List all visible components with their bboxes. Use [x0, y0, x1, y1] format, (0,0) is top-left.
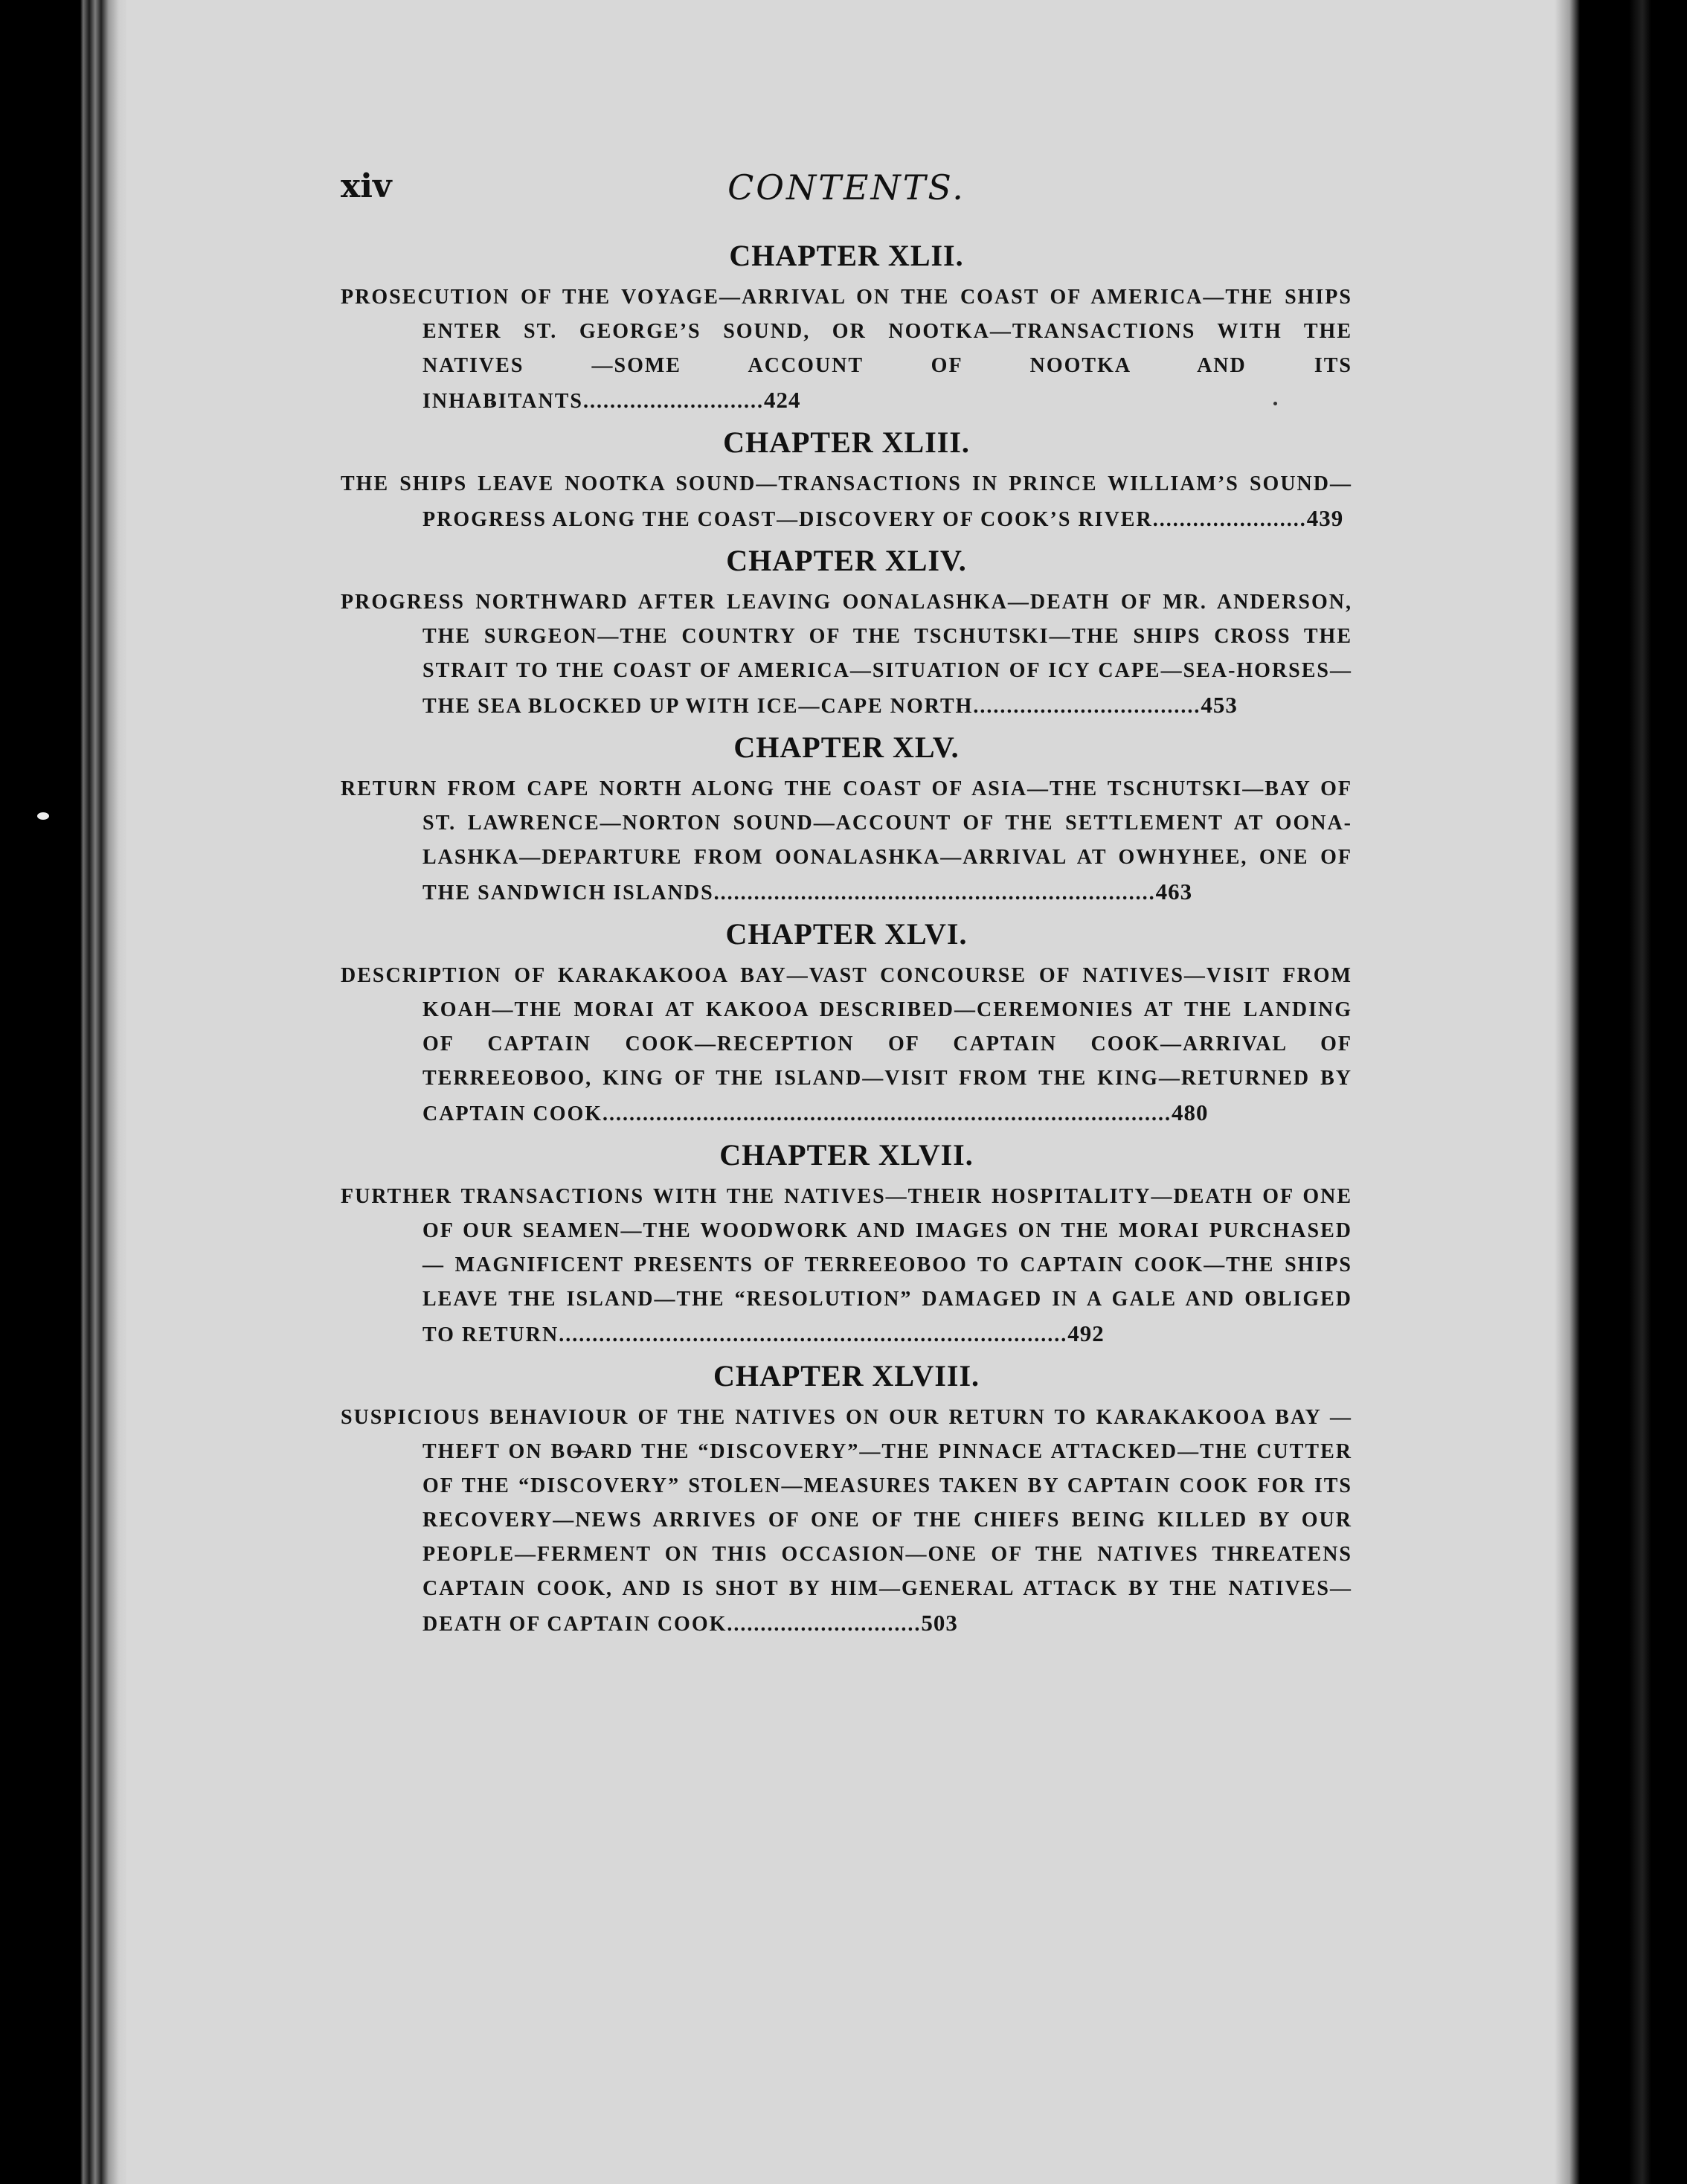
dot-leader: .......................... — [589, 390, 764, 413]
chapter-synopsis — [341, 772, 1352, 910]
page-folio: xiv — [341, 167, 392, 205]
chapter-heading: CHAPTER XLV. — [733, 730, 960, 764]
chapter-heading: CHAPTER XLII. — [729, 239, 964, 272]
synopsis-text: FURTHER TRANSACTIONS WITH THE NATIVES—THEIR HOSPITALITY—DEATH OF ONE OF OUR SEAMEN—THE WOODWORK AND IMAGES ON THE MORAI PURCHASED— MAGNIFICENT PRESENTS OF TERREEOBOO TO CAPTAIN COOK—THE SHIPS LEAVE THE ISLAND—THE “RESOLUTION” DAMAGED IN A GALE AND OBLIGED TO RETURN — [341, 1185, 1352, 1346]
chapter-synopsis — [341, 585, 1352, 724]
chapter-synopsis — [341, 280, 1352, 419]
toc-entry — [341, 238, 1352, 419]
synopsis-text: THE SHIPS LEAVE NOOTKA SOUND—TRANSACTIONS IN PRINCE WILLIAM’S SOUND— PROGRESS ALONG THE COAST—DISCOVERY OF COOK’S RIVER — [341, 472, 1352, 531]
chapter-synopsis — [341, 467, 1352, 537]
chapter-synopsis — [341, 1180, 1352, 1352]
synopsis-text: DESCRIPTION OF KARAKAKOOA BAY—VAST CONCOURSE OF NATIVES—VISIT FROM KOAH—THE MORAI AT KAKOOA DESCRIBED—CEREMONIES AT THE LANDING OF CAPTAIN COOK—RECEPTION OF CAPTAIN COOK—ARRIVAL OF TERREEOBOO, KING OF THE ISLAND—VISIT FROM THE KING—RETURNED BY CAPTAIN COOK — [341, 964, 1352, 1125]
toc-entry — [341, 1137, 1352, 1352]
dot-leader: ............................................................................ — [559, 1323, 1068, 1346]
chapter-heading: CHAPTER XLIV. — [726, 544, 967, 577]
synopsis-text: PROGRESS NORTHWARD AFTER LEAVING OONALASHKA—DEATH OF MR. ANDERSON, THE SURGEON—THE COUNTRY OF THE TSCHUTSKI—THE SHIPS CROSS THE STRAIT TO THE COAST OF AMERICA—SITUATION OF ICY CAPE—SEA-HORSES— THE SEA BLOCKED UP WITH ICE—CAPE NORTH — [341, 591, 1352, 718]
synopsis-text: PROSECUTION OF THE VOYAGE—ARRIVAL ON THE COAST OF AMERICA—THE SHIPS ENTER ST. GEORGE’S SOUND, OR NOOTKA—TRANSACTIONS WITH THE NATIVES —SOME ACCOUNT OF NOOTKA AND ITS INHABITANTS. — [341, 286, 1352, 413]
chapter-heading: CHAPTER XLVIII. — [713, 1359, 980, 1393]
toc-entry — [341, 916, 1352, 1131]
toc-entry — [341, 425, 1352, 537]
page-number: 439 — [1306, 505, 1344, 531]
chapter-heading: CHAPTER XLVI. — [725, 917, 968, 951]
running-title: CONTENTS. — [727, 167, 965, 208]
dot-leader: .................................................................. — [713, 881, 1156, 905]
page-number: 480 — [1172, 1099, 1209, 1125]
page-number: 492 — [1067, 1320, 1105, 1346]
chapter-synopsis — [341, 959, 1352, 1131]
page-number: 424 — [763, 387, 801, 413]
page-number: 463 — [1155, 879, 1193, 905]
dot-leader: ....................... — [1152, 508, 1307, 531]
page-header — [341, 167, 1352, 219]
book-spine-left — [0, 0, 130, 2184]
chapter-heading: CHAPTER XLIII. — [723, 425, 970, 459]
synopsis-text: RETURN FROM CAPE NORTH ALONG THE COAST OF ASIA—THE TSCHUTSKI—BAY OF ST. LAWRENCE—NORTON SOUND—ACCOUNT OF THE SETTLEMENT AT OONA- LASHKA—DEPARTURE FROM OONALASHKA—ARRIVAL AT OWHYHEE, ONE OF THE SANDWICH ISLANDS — [341, 777, 1352, 905]
toc-entry — [341, 730, 1352, 910]
chapter-synopsis — [341, 1401, 1352, 1642]
synopsis-text: SUSPICIOUS BEHAVIOUR OF THE NATIVES ON OUR RETURN TO KARAKAKOOA BAY —THEFT ON BOARD THE “DISCOVERY”—THE PINNACE ATTACKED—THE CUTTER OF THE “DISCOVERY” STOLEN—MEASURES TAKEN BY CAPTAIN COOK FOR ITS RECOVERY—NEWS ARRIVES OF ONE OF THE CHIEFS BEING KILLED BY OUR PEOPLE—FERMENT ON THIS OCCASION—ONE OF THE NATIVES THREATENS CAPTAIN COOK, AND IS SHOT BY HIM—GENERAL ATTACK BY THE NATIVES—DEATH OF CAPTAIN COOK — [341, 1406, 1352, 1636]
dot-leader: ............................. — [727, 1613, 922, 1636]
dot-leader: .................................. — [973, 695, 1201, 718]
toc-entry — [341, 1358, 1352, 1642]
page-number: 503 — [921, 1610, 958, 1636]
toc-entry — [341, 543, 1352, 724]
page-number: 453 — [1201, 692, 1238, 718]
table-of-contents — [341, 238, 1352, 1648]
dot-leader: ..................................................................................... — [602, 1102, 1172, 1125]
chapter-heading: CHAPTER XLVII. — [719, 1138, 974, 1172]
book-gutter-right — [1555, 0, 1687, 2184]
